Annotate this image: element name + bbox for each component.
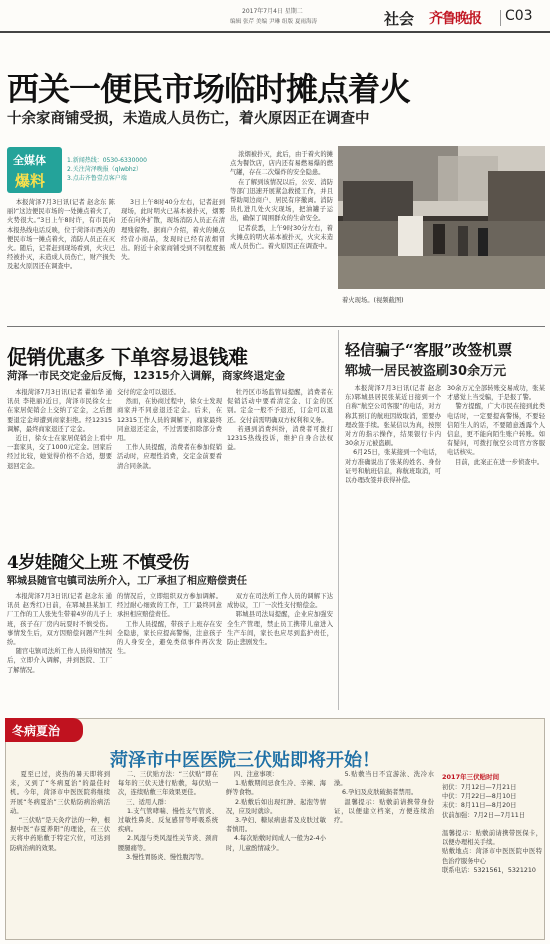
story3-headline: 轻信骗子“客服”改签机票 bbox=[345, 341, 513, 359]
ad-col2: 二、三伏贴方法：“三伏贴”即在每年的三伏天进行贴敷，每伏贴一次，连续贴敷三年效果更佳。 三、适用人群： 1.支气管哮喘、慢性支气管炎、过敏性鼻炎、反复感冒等呼吸系统疾病。 2.风湿与类风湿性关节炎、颈肩腰腿痛等。 3.慢性胃肠炎、慢性腹泻等。 bbox=[118, 771, 218, 861]
fire-photo-caption: 着火现场。(视频截图) bbox=[342, 297, 404, 304]
story2-col2: 交付的定金可以退还。 然而，在协商过程中，徐女士发现商家并不同意退还定金。后来，在12315工作人员的调解下，商家最终同意退还定金，不过需要扣除部分费用。 工作人员提醒，消费者在参加促销活动时，应理性消费，交定金前要看清合同条款。 bbox=[117, 389, 222, 470]
story4-col2: 的情况后，立即组织双方参加调解。经过耐心细致的工作，工厂最终同意承担相应赔偿责任。 工作人员提醒，带孩子上班存在安全隐患，家长应提高警惕，注意孩子的人身安全，避免类似事件再次发生。 bbox=[117, 593, 222, 656]
ad-headline: 菏泽市中医医院三伏贴即将开始！ bbox=[110, 750, 380, 771]
ad-col3: 四、注意事项： 1.贴敷期间忌食生冷、辛辣、海鲜等食物。 2.贴敷后如出现红肿、起泡等情况，应及时就诊。 3.孕妇、糖尿病患者及皮肤过敏者慎用。 4.每次贴敷时间成人一般为2-4小时，儿童酌情减少。 bbox=[226, 771, 326, 852]
header-editors: 编辑 张芹 美编 尹琳 组版 夏雨海涛 bbox=[230, 19, 318, 25]
page-number: C03 bbox=[505, 8, 533, 24]
story1-col2: 3日上午8时40分左右，记者赶到现场，此时明火已基本被扑灭，烟雾还在向外扩散，现场消防人员正在清理残留物。据商户介绍，着火的摊点经营小商品，发现时已经有浓烟冒出。附近十余家商铺受到不同程度损失。 bbox=[121, 199, 225, 262]
story3-col2: 30余万元全部转账交易成功，张某才感觉上当受骗，于是报了警。 警方提醒，广大市民在接到此类电话时，一定要提高警惕，不要轻信陌生人的话，不要随意透露个人信息，更不能向陌生账户转账。如有疑问，可拨打航空公司官方客服电话核实。 目前，此案正在进一步侦查中。 bbox=[447, 385, 545, 466]
story1-col1: 本报菏泽7月3日讯(记者 赵念东 陈丽)“这边便民市场的一处摊点着火了，火势很大。”3日上午8时许，有市民向本报热线电话反映，位于菏泽市西关的便民市场一摊点着火，消防人员正在灭火。随后，记者赶到现场看到，火灾已经被扑灭，未造成人员伤亡，财产损失及起火原因还在调查中。 bbox=[7, 199, 115, 271]
story3-col1: 本报菏泽7月3日讯(记者 赵念东)郓城县居民张某近日接到一个自称“航空公司客服”的电话，对方称其预订的航班因故取消，需要办理改签手续。张某信以为真，按照对方的指示操作，结果银行卡内30余万元被盗刷。 6月25日，张某接到一个电话，对方准确说出了张某的姓名、身份证号和航班信息，称航班取消，可以办理改签并获得补偿。 bbox=[345, 385, 441, 485]
media-badge-line1: 全媒体 bbox=[13, 154, 46, 167]
column-divider bbox=[338, 330, 339, 710]
header-rule bbox=[0, 31, 550, 33]
brand-logo: 齐鲁晚报 bbox=[429, 11, 481, 27]
story2-col1: 本报菏泽7月3日讯(记者 翟如华 通讯员 李艳丽)近日，菏泽市民徐女士在家居促销会上交纳了定金，之后想要退定金却遭到商家拒绝。经12315调解，最终商家退还了定金。 近日，徐女士在家居促销会上看中一套家具，交了1000元定金。回家后经过比较，她觉得价格不合适，想要退回定金。 bbox=[7, 389, 112, 470]
story2-subhead: 菏泽一市民交定金后反悔，12315介入调解，商家终退定金 bbox=[7, 370, 286, 382]
ad-col4: 5.贴敷当日不宜游泳、洗冷水澡。 6.孕妇及皮肤破损者禁用。 温馨提示：贴敷前请携带身份证，以便建立档案，方便连续治疗。 bbox=[334, 771, 434, 825]
ad-schedule: 初伏：7月12日—7月21日 中伏：7月22日—8月10日 末伏：8月11日—8月20日 伏前加强：7月2日—7月11日 温馨提示：贴敷前请携带医保卡，以便办理相关手续。 贴敷地点：菏泽市中医医院中医特色治疗服务中心 联系电话：5321561，5321210 bbox=[442, 784, 542, 874]
story4-col1: 本报菏泽7月3日讯(记者 赵念东 通讯员 赵秀红)日前，在郓城县某加工厂工作的工人张先生带着4岁的儿子上班，孩子在厂房内玩耍时不慎受伤。事情发生后，双方因赔偿问题产生纠纷。 随官屯镇司法所工作人员得知情况后，立即介入调解，并到医院、工厂了解情况。 bbox=[7, 593, 112, 674]
story4-subhead: 郓城县随官屯镇司法所介入，工厂承担了相应赔偿责任 bbox=[7, 576, 247, 587]
story2-headline: 促销优惠多 下单容易退钱难 bbox=[7, 345, 248, 369]
story2-col3: 牡丹区市场监管局提醒，消费者在促销活动中要看清定金、订金的区别。定金一般不予退还，订金可以退还。交付前需明确双方权利和义务。 若遇到消费纠纷，消费者可拨打12315热线投诉，维护自身合法权益。 bbox=[227, 389, 333, 452]
hotline-list: 1.新闻热线：0530-6330000 2.关注菏泽晚报（qlwbhz） 3.点击齐鲁壹点客户端 bbox=[67, 157, 147, 182]
section-name: 社会 bbox=[384, 10, 415, 28]
story1-bottom-rule bbox=[7, 326, 545, 327]
ad-banner-text: 冬病夏治 bbox=[12, 724, 61, 738]
ad-col1: 夏至已过，炎热的暑天即将到来，又到了“冬病夏治”的最佳时机。今年，菏泽市中医医院将继续开展“冬病夏治”三伏贴防病治病活动。 “三伏贴”是天灸疗法的一种，根据中医“春夏养阳”的理论，在三伏天将中药贴敷于特定穴位，可达到防病治病的效果。 bbox=[10, 771, 110, 852]
story1-col3: 浓烟被扑灭，此后，由于着火的摊点为餐饮店，店内还有易燃易爆的燃气罐，存在二次爆炸的安全隐患。 在了解到该情况以后，公安、消防等部门迅速开展紧急救援工作，并且帮助周边商户、居民有序撤离。消防员扎进几处火灾现场，把油罐子运出，确保了周围群众的生命安全。 记者获悉，上午9时30分左右，着火摊点的明火基本被扑灭，火灾未造成人员伤亡。着火原因正在调查中。 bbox=[230, 151, 333, 251]
header-divider bbox=[500, 10, 501, 26]
story4-headline: 4岁娃随父上班 不慎受伤 bbox=[7, 553, 189, 573]
story1-subhead: 十余家商铺受损，未造成人员伤亡，着火原因正在调查中 bbox=[7, 111, 370, 127]
ad-schedule-header: 2017年三伏贴时间 bbox=[442, 773, 500, 781]
story4-col3: 双方在司法所工作人员的调解下达成协议，工厂一次性支付赔偿金。 郓城县司法局提醒，企业应加强安全生产管理，禁止员工携带儿童进入生产车间，家长也应尽到监护责任，防止悲剧发生。 bbox=[227, 593, 333, 647]
media-badge-line2: 爆料 bbox=[15, 172, 46, 190]
story3-subhead: 郓城一居民被盗刷30余万元 bbox=[345, 364, 507, 379]
header-date: 2017年7月4日 星期二 bbox=[242, 8, 303, 15]
fire-scene-photo bbox=[338, 146, 545, 289]
story1-headline: 西关一便民市场临时摊点着火 bbox=[7, 70, 411, 108]
